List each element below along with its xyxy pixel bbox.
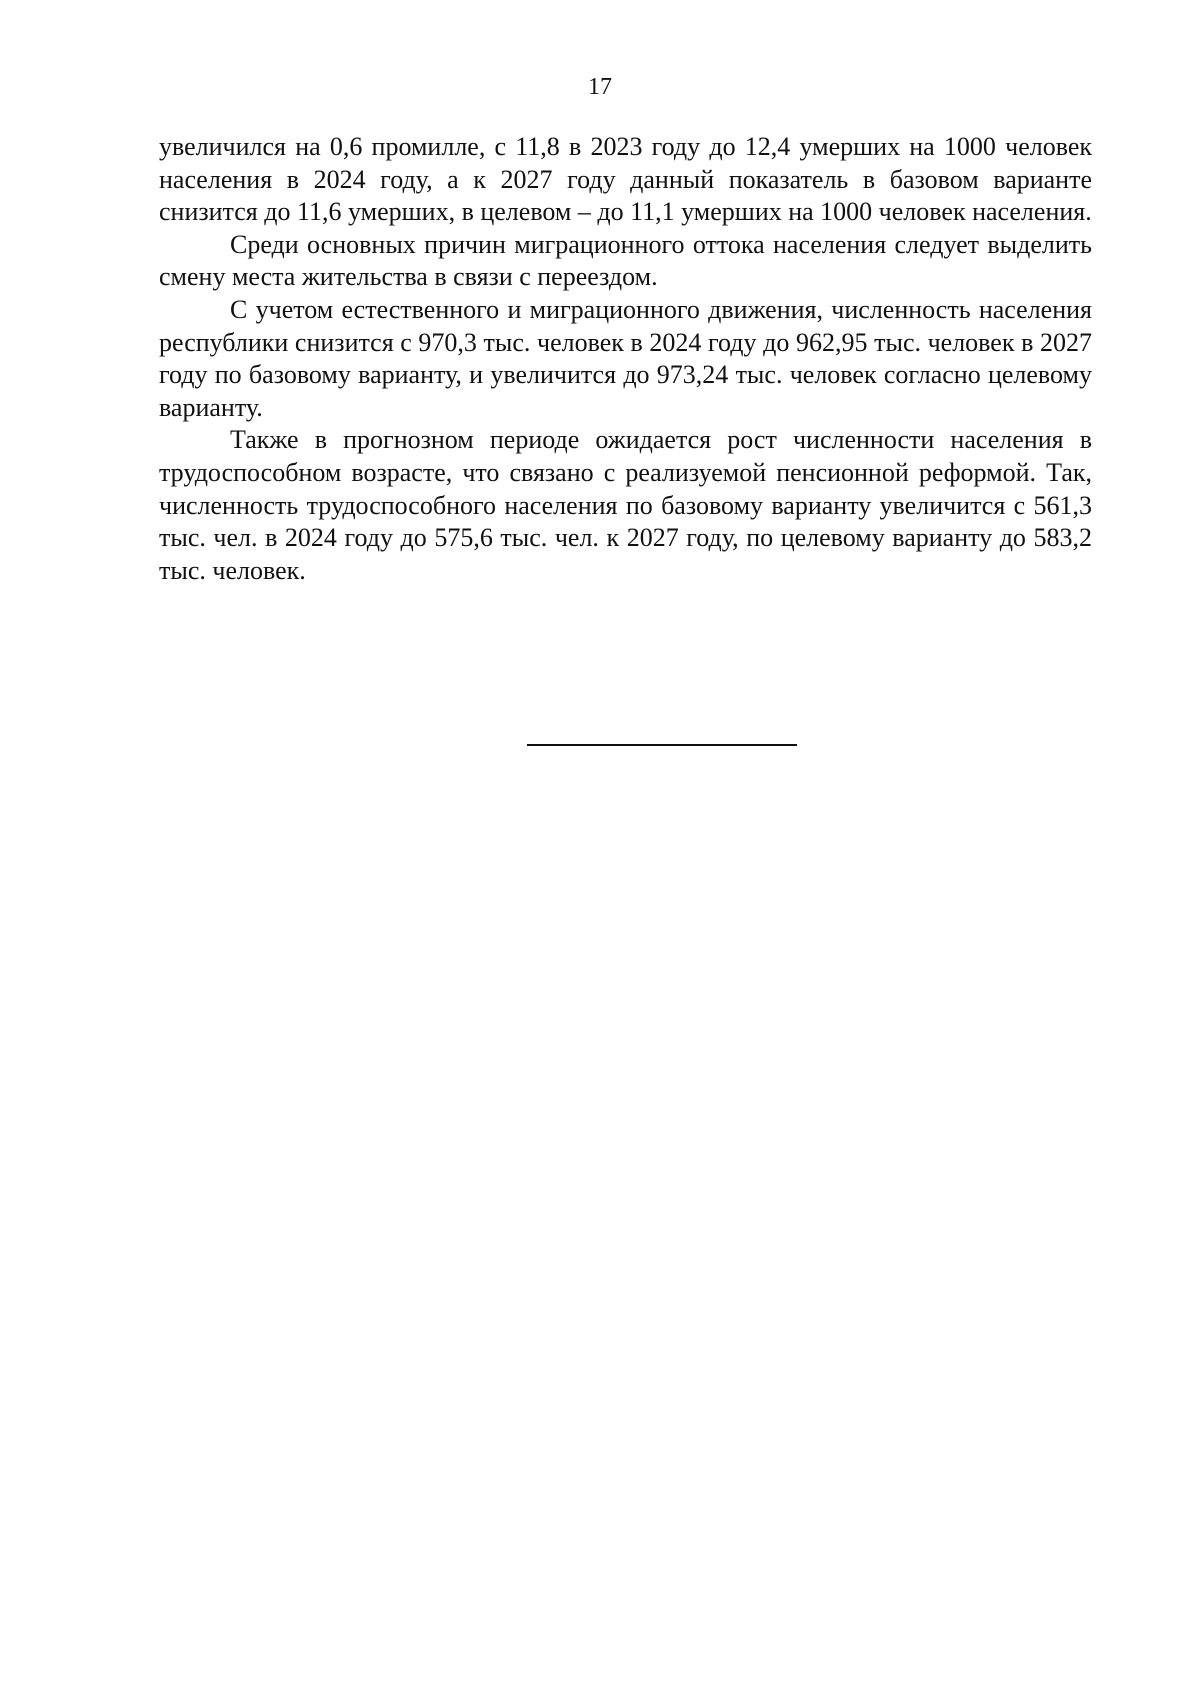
paragraph-migration-causes: Среди основных причин миграционного оттока населения следует выделить смену места жительства в связи с переездом. [159,229,1092,292]
paragraph-mortality-continuation: увеличился на 0,6 промилле, с 11,8 в 2023 году до 12,4 умерших на 1000 человек населения в 2024 году, а к 2027 году данный показатель в базовом варианте снизится до 11,6 умерших, в целевом – до 11,1 умерших на 1000 человек населения. [159,132,1092,227]
end-of-section-rule [527,744,797,746]
page-number: 17 [588,74,612,100]
paragraph-population-forecast: С учетом естественного и миграционного движения, численность населения республики снизится с 970,3 тыс. человек в 2024 году до 962,95 тыс. человек в 2027 году по базовому варианту, и увеличится до 973,24 тыс. человек согласно целевому варианту. [159,294,1092,422]
body-text [159,131,1092,587]
paragraph-working-age-population: Также в прогнозном периоде ожидается рост численности населения в трудоспособном возрасте, что связано с реализуемой пенсионной реформой. Так, численность трудоспособного населения по базовому варианту увеличится с 561,3 тыс. чел. в 2024 году до 575,6 тыс. чел. к 2027 году, по целевому варианту до 583,2 тыс. человек. [159,425,1092,585]
